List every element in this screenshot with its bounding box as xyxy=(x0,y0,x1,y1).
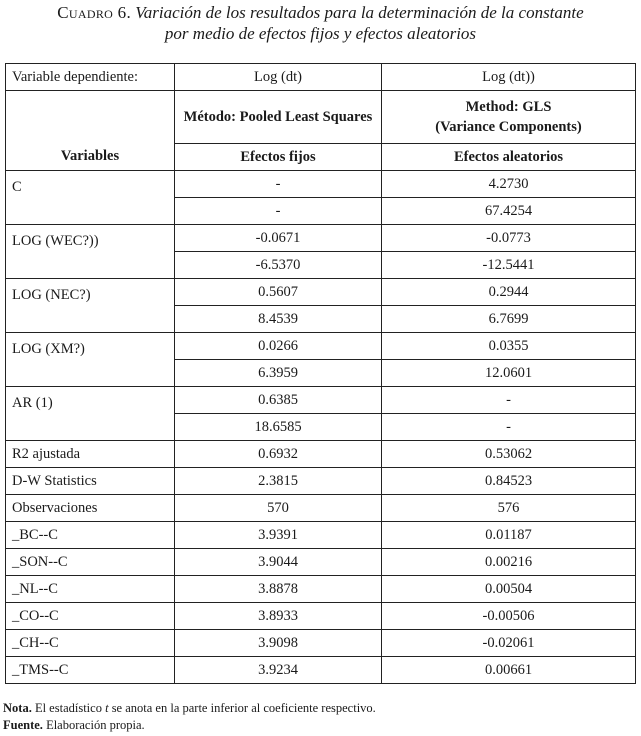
variable-name: _NL--C xyxy=(6,576,175,603)
fixed-value: 3.8933 xyxy=(175,603,382,630)
fixed-value: 3.8878 xyxy=(175,576,382,603)
variable-name: _BC--C xyxy=(6,522,175,549)
fixed-value: 570 xyxy=(175,495,382,522)
fixed-t-statistic: -6.5370 xyxy=(175,252,382,279)
fixed-coefficient: - xyxy=(175,171,382,198)
variable-name: LOG (XM?) xyxy=(6,333,175,387)
note-text-a: El estadístico xyxy=(34,701,102,715)
fixed-coefficient: 0.0266 xyxy=(175,333,382,360)
fixed-coefficient: 0.6385 xyxy=(175,387,382,414)
fixed-value: 3.9044 xyxy=(175,549,382,576)
variable-name: AR (1) xyxy=(6,387,175,441)
note-text-b: se anota en la parte inferior al coeficiente respectivo. xyxy=(111,701,376,715)
source-label: Fuente. xyxy=(3,718,43,732)
table-notes xyxy=(3,700,376,734)
variable-name: _SON--C xyxy=(6,549,175,576)
dependent-variable-row xyxy=(6,64,636,91)
random-value: -0.00506 xyxy=(382,603,636,630)
col-fixed-header: Efectos fijos xyxy=(175,144,382,171)
variable-name: Observaciones xyxy=(6,495,175,522)
table-row xyxy=(6,225,636,252)
variable-name: _CO--C xyxy=(6,603,175,630)
caption-line-1 xyxy=(0,2,641,23)
method-random xyxy=(382,91,636,144)
variable-name: LOG (WEC?)) xyxy=(6,225,175,279)
table-row xyxy=(6,522,636,549)
source-text: Elaboración propia. xyxy=(46,718,145,732)
fixed-value: 3.9234 xyxy=(175,657,382,684)
method-fixed: Método: Pooled Least Squares xyxy=(175,91,382,144)
table-row xyxy=(6,576,636,603)
source-line xyxy=(3,717,376,734)
random-coefficient: -0.0773 xyxy=(382,225,636,252)
method-row xyxy=(6,91,636,144)
table-row xyxy=(6,495,636,522)
random-value: -0.02061 xyxy=(382,630,636,657)
table-row xyxy=(6,630,636,657)
random-t-statistic: 12.0601 xyxy=(382,360,636,387)
variable-name: R2 ajustada xyxy=(6,441,175,468)
caption-title-line-1: Variación de los resultados para la determinación de la constante xyxy=(135,3,584,22)
table-row xyxy=(6,657,636,684)
table-row xyxy=(6,171,636,198)
results-table xyxy=(5,63,636,684)
table-row xyxy=(6,441,636,468)
random-value: 0.00504 xyxy=(382,576,636,603)
variable-name: C xyxy=(6,171,175,225)
fixed-value: 2.3815 xyxy=(175,468,382,495)
random-coefficient: 0.0355 xyxy=(382,333,636,360)
table-row xyxy=(6,279,636,306)
random-coefficient: 4.2730 xyxy=(382,171,636,198)
note-line xyxy=(3,700,376,717)
variable-name: _TMS--C xyxy=(6,657,175,684)
table-row xyxy=(6,603,636,630)
table-row xyxy=(6,549,636,576)
fixed-value: 3.9391 xyxy=(175,522,382,549)
random-value: 0.01187 xyxy=(382,522,636,549)
random-t-statistic: 67.4254 xyxy=(382,198,636,225)
variable-name: _CH--C xyxy=(6,630,175,657)
random-value: 0.00216 xyxy=(382,549,636,576)
random-t-statistic: -12.5441 xyxy=(382,252,636,279)
note-label: Nota. xyxy=(3,701,32,715)
random-t-statistic: - xyxy=(382,414,636,441)
fixed-t-statistic: 6.3959 xyxy=(175,360,382,387)
note-t: t xyxy=(105,701,109,715)
dependent-label: Variable dependiente: xyxy=(6,64,175,91)
random-value: 0.84523 xyxy=(382,468,636,495)
method-random-prefix: Method: xyxy=(465,99,523,115)
fixed-coefficient: -0.0671 xyxy=(175,225,382,252)
method-random-abbr: GLS xyxy=(522,99,552,115)
fixed-t-statistic: - xyxy=(175,198,382,225)
table-row xyxy=(6,468,636,495)
fixed-value: 0.6932 xyxy=(175,441,382,468)
caption-title-line-2: por medio de efectos fijos y efectos aleatorios xyxy=(164,24,477,43)
fixed-t-statistic: 8.4539 xyxy=(175,306,382,333)
dependent-random: Log (dt)) xyxy=(382,64,636,91)
col-random-header: Efectos aleatorios xyxy=(382,144,636,171)
random-t-statistic: 6.7699 xyxy=(382,306,636,333)
random-coefficient: 0.2944 xyxy=(382,279,636,306)
method-random-suffix: (Variance Components) xyxy=(435,119,582,135)
random-value: 0.00661 xyxy=(382,657,636,684)
random-value: 0.53062 xyxy=(382,441,636,468)
table-caption xyxy=(0,2,641,44)
caption-label: Cuadro 6. xyxy=(57,3,132,22)
fixed-value: 3.9098 xyxy=(175,630,382,657)
table-row xyxy=(6,387,636,414)
dependent-fixed: Log (dt) xyxy=(175,64,382,91)
table-row xyxy=(6,333,636,360)
random-coefficient: - xyxy=(382,387,636,414)
variables-header: Variables xyxy=(6,91,175,171)
random-value: 576 xyxy=(382,495,636,522)
variable-name: D-W Statistics xyxy=(6,468,175,495)
fixed-coefficient: 0.5607 xyxy=(175,279,382,306)
variable-name: LOG (NEC?) xyxy=(6,279,175,333)
fixed-t-statistic: 18.6585 xyxy=(175,414,382,441)
